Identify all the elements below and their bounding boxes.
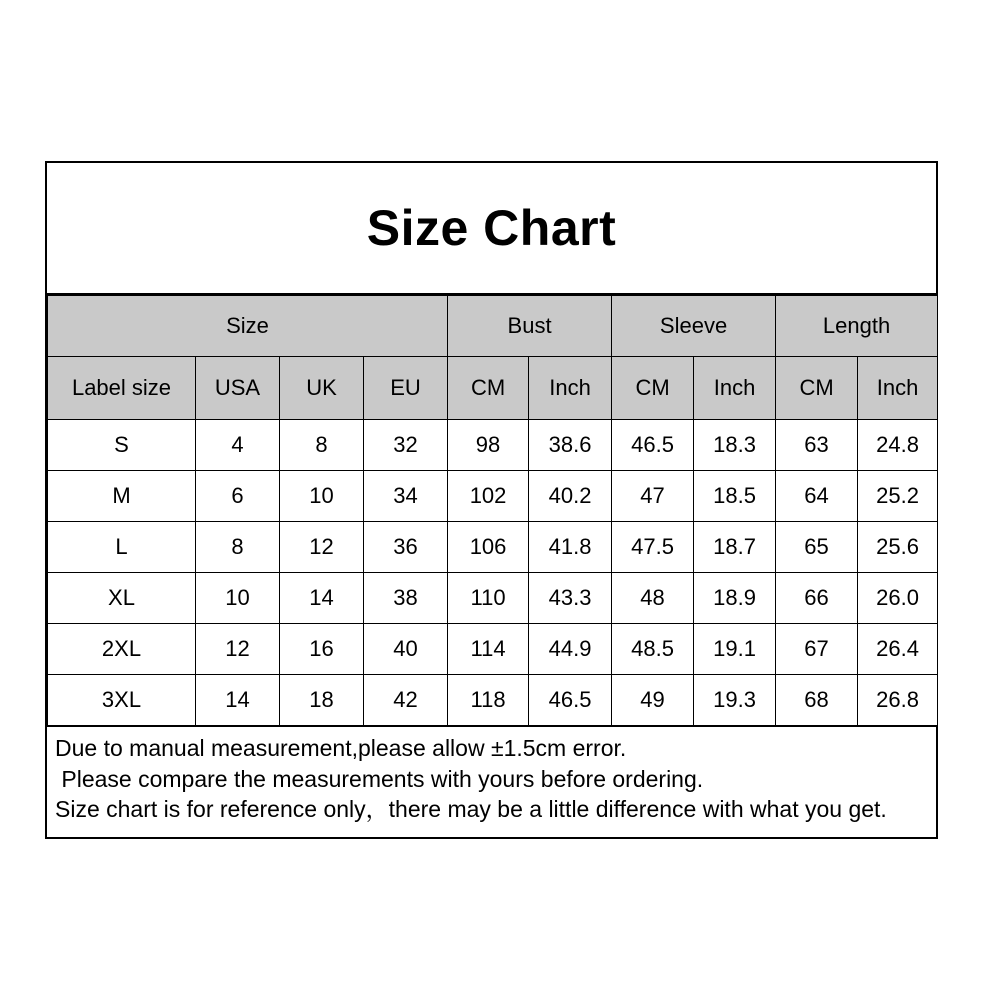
column-header-length-inch: Inch bbox=[858, 357, 938, 420]
cell-sleeve-cm: 48.5 bbox=[612, 624, 694, 675]
group-header-bust: Bust bbox=[448, 296, 612, 357]
cell-eu: 32 bbox=[364, 420, 448, 471]
cell-sleeve-inch: 18.5 bbox=[694, 471, 776, 522]
cell-label-size: 2XL bbox=[48, 624, 196, 675]
cell-sleeve-inch: 18.7 bbox=[694, 522, 776, 573]
group-header-length: Length bbox=[776, 296, 938, 357]
size-chart-table bbox=[47, 295, 938, 726]
cell-label-size: L bbox=[48, 522, 196, 573]
chart-title-band bbox=[47, 163, 936, 295]
column-header-eu: EU bbox=[364, 357, 448, 420]
cell-length-inch: 25.2 bbox=[858, 471, 938, 522]
cell-length-cm: 63 bbox=[776, 420, 858, 471]
note-line-2: Please compare the measurements with yours before ordering. bbox=[55, 765, 704, 792]
cell-usa: 12 bbox=[196, 624, 280, 675]
cell-length-inch: 26.4 bbox=[858, 624, 938, 675]
cell-label-size: M bbox=[48, 471, 196, 522]
size-chart-card bbox=[45, 161, 938, 839]
cell-sleeve-inch: 19.3 bbox=[694, 675, 776, 726]
column-header-length-cm: CM bbox=[776, 357, 858, 420]
cell-bust-cm: 102 bbox=[448, 471, 529, 522]
column-header-usa: USA bbox=[196, 357, 280, 420]
note-line-1: Due to manual measurement,please allow ±1.5cm error. bbox=[55, 735, 627, 761]
cell-eu: 40 bbox=[364, 624, 448, 675]
table-row bbox=[48, 420, 938, 471]
group-header-size: Size bbox=[48, 296, 448, 357]
table-row bbox=[48, 522, 938, 573]
cell-length-inch: 25.6 bbox=[858, 522, 938, 573]
cell-length-inch: 26.8 bbox=[858, 675, 938, 726]
cell-label-size: 3XL bbox=[48, 675, 196, 726]
cell-bust-cm: 110 bbox=[448, 573, 529, 624]
cell-usa: 4 bbox=[196, 420, 280, 471]
cell-uk: 16 bbox=[280, 624, 364, 675]
cell-eu: 36 bbox=[364, 522, 448, 573]
cell-uk: 8 bbox=[280, 420, 364, 471]
table-column-header-row bbox=[48, 357, 938, 420]
column-header-sleeve-inch: Inch bbox=[694, 357, 776, 420]
chart-notes bbox=[47, 726, 936, 837]
cell-uk: 10 bbox=[280, 471, 364, 522]
cell-usa: 6 bbox=[196, 471, 280, 522]
cell-uk: 14 bbox=[280, 573, 364, 624]
cell-length-inch: 26.0 bbox=[858, 573, 938, 624]
cell-length-cm: 65 bbox=[776, 522, 858, 573]
cell-sleeve-inch: 18.3 bbox=[694, 420, 776, 471]
cell-sleeve-inch: 18.9 bbox=[694, 573, 776, 624]
table-row bbox=[48, 624, 938, 675]
cell-usa: 8 bbox=[196, 522, 280, 573]
cell-label-size: S bbox=[48, 420, 196, 471]
cell-eu: 42 bbox=[364, 675, 448, 726]
cell-bust-inch: 46.5 bbox=[529, 675, 612, 726]
cell-label-size: XL bbox=[48, 573, 196, 624]
cell-length-cm: 67 bbox=[776, 624, 858, 675]
column-header-bust-cm: CM bbox=[448, 357, 529, 420]
cell-bust-inch: 38.6 bbox=[529, 420, 612, 471]
column-header-sleeve-cm: CM bbox=[612, 357, 694, 420]
cell-sleeve-cm: 48 bbox=[612, 573, 694, 624]
cell-bust-cm: 106 bbox=[448, 522, 529, 573]
cell-length-cm: 64 bbox=[776, 471, 858, 522]
column-header-uk: UK bbox=[280, 357, 364, 420]
cell-sleeve-cm: 49 bbox=[612, 675, 694, 726]
cell-bust-inch: 40.2 bbox=[529, 471, 612, 522]
page-title: Size Chart bbox=[366, 200, 617, 256]
cell-length-cm: 68 bbox=[776, 675, 858, 726]
cell-eu: 34 bbox=[364, 471, 448, 522]
table-row bbox=[48, 573, 938, 624]
cell-eu: 38 bbox=[364, 573, 448, 624]
cell-sleeve-cm: 47 bbox=[612, 471, 694, 522]
note-line-3: Size chart is for reference only，there may be a little difference with what you get. bbox=[55, 796, 887, 823]
cell-bust-cm: 114 bbox=[448, 624, 529, 675]
column-header-bust-inch: Inch bbox=[529, 357, 612, 420]
cell-uk: 12 bbox=[280, 522, 364, 573]
cell-bust-inch: 43.3 bbox=[529, 573, 612, 624]
cell-bust-cm: 98 bbox=[448, 420, 529, 471]
group-header-sleeve: Sleeve bbox=[612, 296, 776, 357]
cell-length-inch: 24.8 bbox=[858, 420, 938, 471]
cell-sleeve-cm: 46.5 bbox=[612, 420, 694, 471]
cell-bust-inch: 41.8 bbox=[529, 522, 612, 573]
table-row bbox=[48, 675, 938, 726]
cell-sleeve-inch: 19.1 bbox=[694, 624, 776, 675]
cell-length-cm: 66 bbox=[776, 573, 858, 624]
cell-bust-inch: 44.9 bbox=[529, 624, 612, 675]
cell-usa: 10 bbox=[196, 573, 280, 624]
table-group-header-row bbox=[48, 296, 938, 357]
cell-bust-cm: 118 bbox=[448, 675, 529, 726]
cell-uk: 18 bbox=[280, 675, 364, 726]
table-head bbox=[48, 296, 938, 420]
table-body bbox=[48, 420, 938, 726]
cell-sleeve-cm: 47.5 bbox=[612, 522, 694, 573]
column-header-label-size: Label size bbox=[48, 357, 196, 420]
cell-usa: 14 bbox=[196, 675, 280, 726]
table-row bbox=[48, 471, 938, 522]
